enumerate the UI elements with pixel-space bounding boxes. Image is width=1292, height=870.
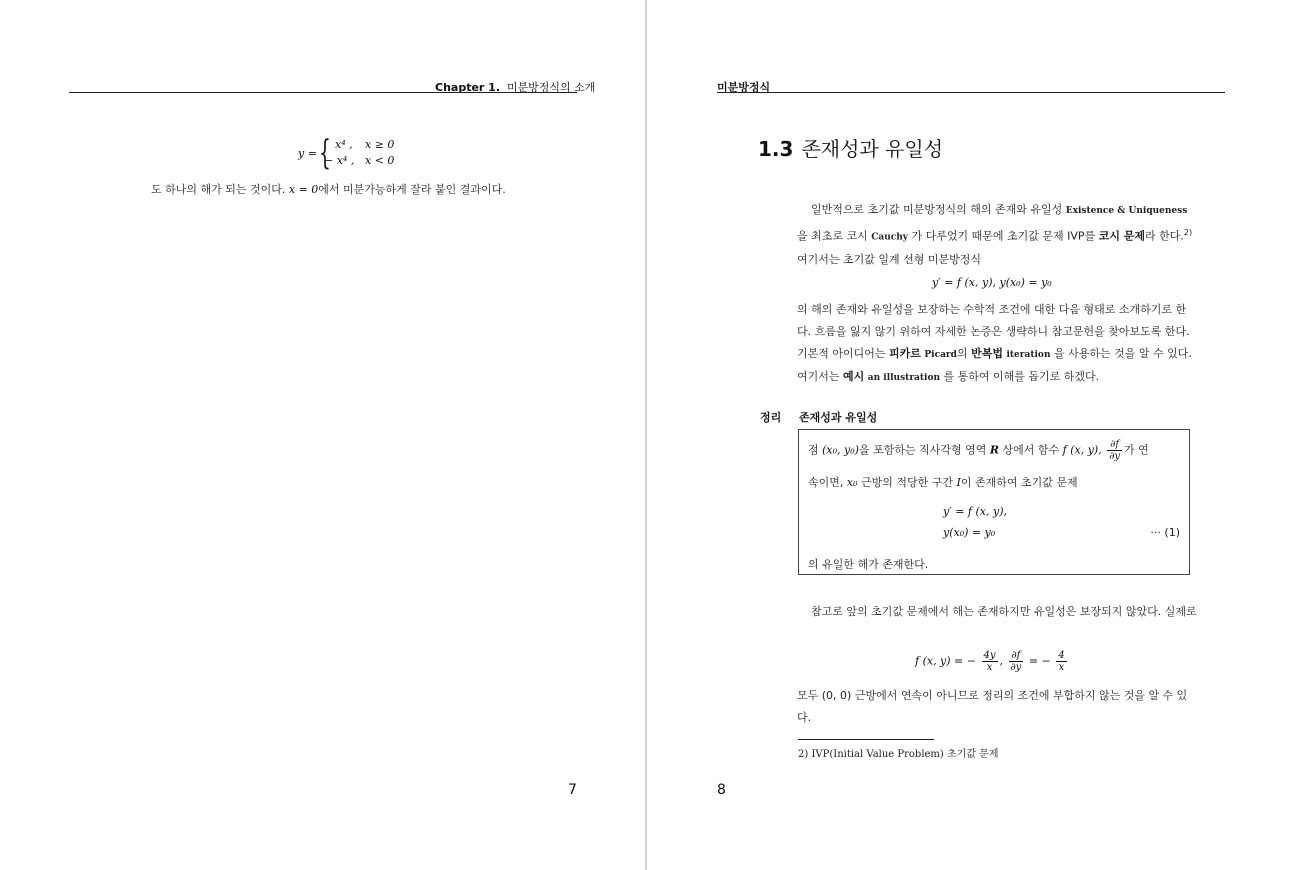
para2-text-4: 를 통하여 이해를 돕기로 하겠다. [943,370,1100,383]
body-paragraph-2 [797,299,1197,389]
theorem-x0: x₀ [846,476,858,489]
frac2-denominator: ∂y [1010,662,1022,673]
theorem-text-a: 점 [808,443,819,457]
case1-expr: x⁴ , [335,138,353,151]
chapter-title: 미분방정식의 소개 [506,81,596,94]
equation-number: ··· (1) [1150,526,1180,539]
page-number-left: 7 [568,782,577,798]
right-header-rule [717,92,1225,93]
formula-fraction-1 [982,650,998,673]
partial-fraction [1107,439,1122,462]
theorem-text-d: 가 연 [1124,443,1149,457]
case1-condition: x ≥ 0 [365,138,395,151]
theorem-text-f: 근방의 적당한 구간 [861,476,954,489]
term-iteration: 반복법 [971,347,1003,360]
left-header-rule [69,92,577,93]
frac3-numerator: 4 [1058,650,1065,661]
term-picard: 피카르 [889,347,921,360]
footnote-rule [798,739,934,740]
para3-text-2: 실제로 [1164,605,1197,618]
left-brace: { [319,133,331,173]
theorem-line-2 [808,474,1078,490]
footnote: 2) IVP(Initial Value Problem) 초기값 문제 [798,749,999,760]
intro-paragraph [797,199,1197,271]
theorem-text-c: 상에서 함수 [1002,443,1060,457]
right-running-head: 미분방정식 [717,81,771,94]
para2-text-2: 의 [956,347,968,360]
theorem-label: 정리 [760,411,782,424]
theorem-region-r: R [989,443,999,457]
body-paragraph-4: 모두 (0, 0) 근방에서 연속이 아니므로 정리의 조건에 부합하지 않는 것을 알 수 있다. [797,689,1188,724]
term-example: 예시 [843,370,865,383]
theorem-line-1 [808,439,1149,462]
frac1-denominator: x [986,662,993,673]
right-page [647,0,1292,870]
term-cauchy-problem: 코시 문제 [1098,229,1146,243]
frac1-numerator: 4y [983,650,996,661]
frac3-denominator: x [1058,662,1065,673]
intro-text-1: 일반적으로 초기값 미분방정식의 해의 존재와 유일성 [811,203,1063,216]
section-heading [758,133,943,162]
theorem-equation-1: y′ = f (x, y), [943,505,1007,518]
theorem-interval-i: I [956,476,961,489]
body-text-part2: 에서 미분가능하게 잘라 붙인 결과이다. [318,183,506,196]
theorem-equation-2: y(x₀) = y₀ [943,526,996,539]
case2-expr: − x⁴ , [324,154,355,167]
chapter-label: Chapter 1. [435,81,501,94]
theorem-box [798,429,1190,575]
body-paragraph-3 [797,601,1197,623]
footnote-ref: 2) [1183,228,1193,237]
frac2-numerator: ∂f [1009,650,1024,662]
formula-lhs: f (x, y) = − [915,654,976,668]
theorem-title: 존재성과 유일성 [799,411,878,424]
para2-text-1: 의 해의 존재와 유일성을 보장하는 수학적 조건에 대한 다음 형태로 소개하기로 한다. 흐름을 잃지 않기 위하여 자세한 논증은 생략하니 참고문헌을 찾아보도록 한다. 기본적 아이디어는 [797,303,1190,360]
para3-text-1: 참고로 앞의 초기값 문제에서 해는 존재하지만 유일성은 보장되지 않았다. [811,605,1162,618]
left-page [0,0,645,870]
intro-text-5: 여기서는 초기값 일계 선형 미분방정식 [797,252,982,266]
section-number: 1.3 [758,137,794,161]
intro-text-4: 라 한다. [1145,229,1184,243]
theorem-line-3: 의 유일한 해가 존재한다. [808,558,929,571]
ode-equation: y′ = f (x, y), y(x₀) = y₀ [932,276,1052,289]
section-title: 존재성과 유일성 [801,137,944,161]
intro-text-3: 가 다루었기 때문에 초기값 문제 IVP를 [911,229,1096,243]
theorem-function: f (x, y), [1062,443,1102,457]
term-existence: Existence & Uniqueness [1065,206,1188,216]
theorem-text-g: 이 존재하여 초기값 문제 [960,476,1078,489]
case2-condition: x < 0 [365,154,395,167]
fraction-denominator: ∂y [1109,451,1121,462]
formula-separator: , [999,654,1007,668]
fraction-numerator: ∂f [1107,439,1122,451]
formula-equals: = − [1028,654,1051,668]
equation-lhs: y = [298,147,317,160]
term-iteration-en: iteration [1006,350,1051,360]
theorem-text-e: 속이면, [808,476,844,489]
theorem-text-b: 을 포함하는 직사각형 영역 [858,443,987,457]
counterexample-formula [915,650,1069,673]
theorem-point: (x₀, y₀) [822,443,859,457]
term-cauchy: Cauchy [871,232,909,243]
formula-fraction-2 [1009,650,1024,673]
body-text-math: x = 0 [288,183,319,196]
intro-text-2: 을 최초로 코시 [797,229,868,243]
term-example-en: an illustration [867,373,941,383]
formula-fraction-3 [1056,650,1066,673]
term-picard-en: Picard [924,350,957,360]
left-body-text [151,181,506,197]
page-number-right: 8 [717,782,726,798]
body-text-part1: 도 하나의 해가 되는 것이다. [151,183,286,196]
para2-text-3: 을 사용하는 것을 알 수 있다. 여기서는 [797,347,1192,383]
